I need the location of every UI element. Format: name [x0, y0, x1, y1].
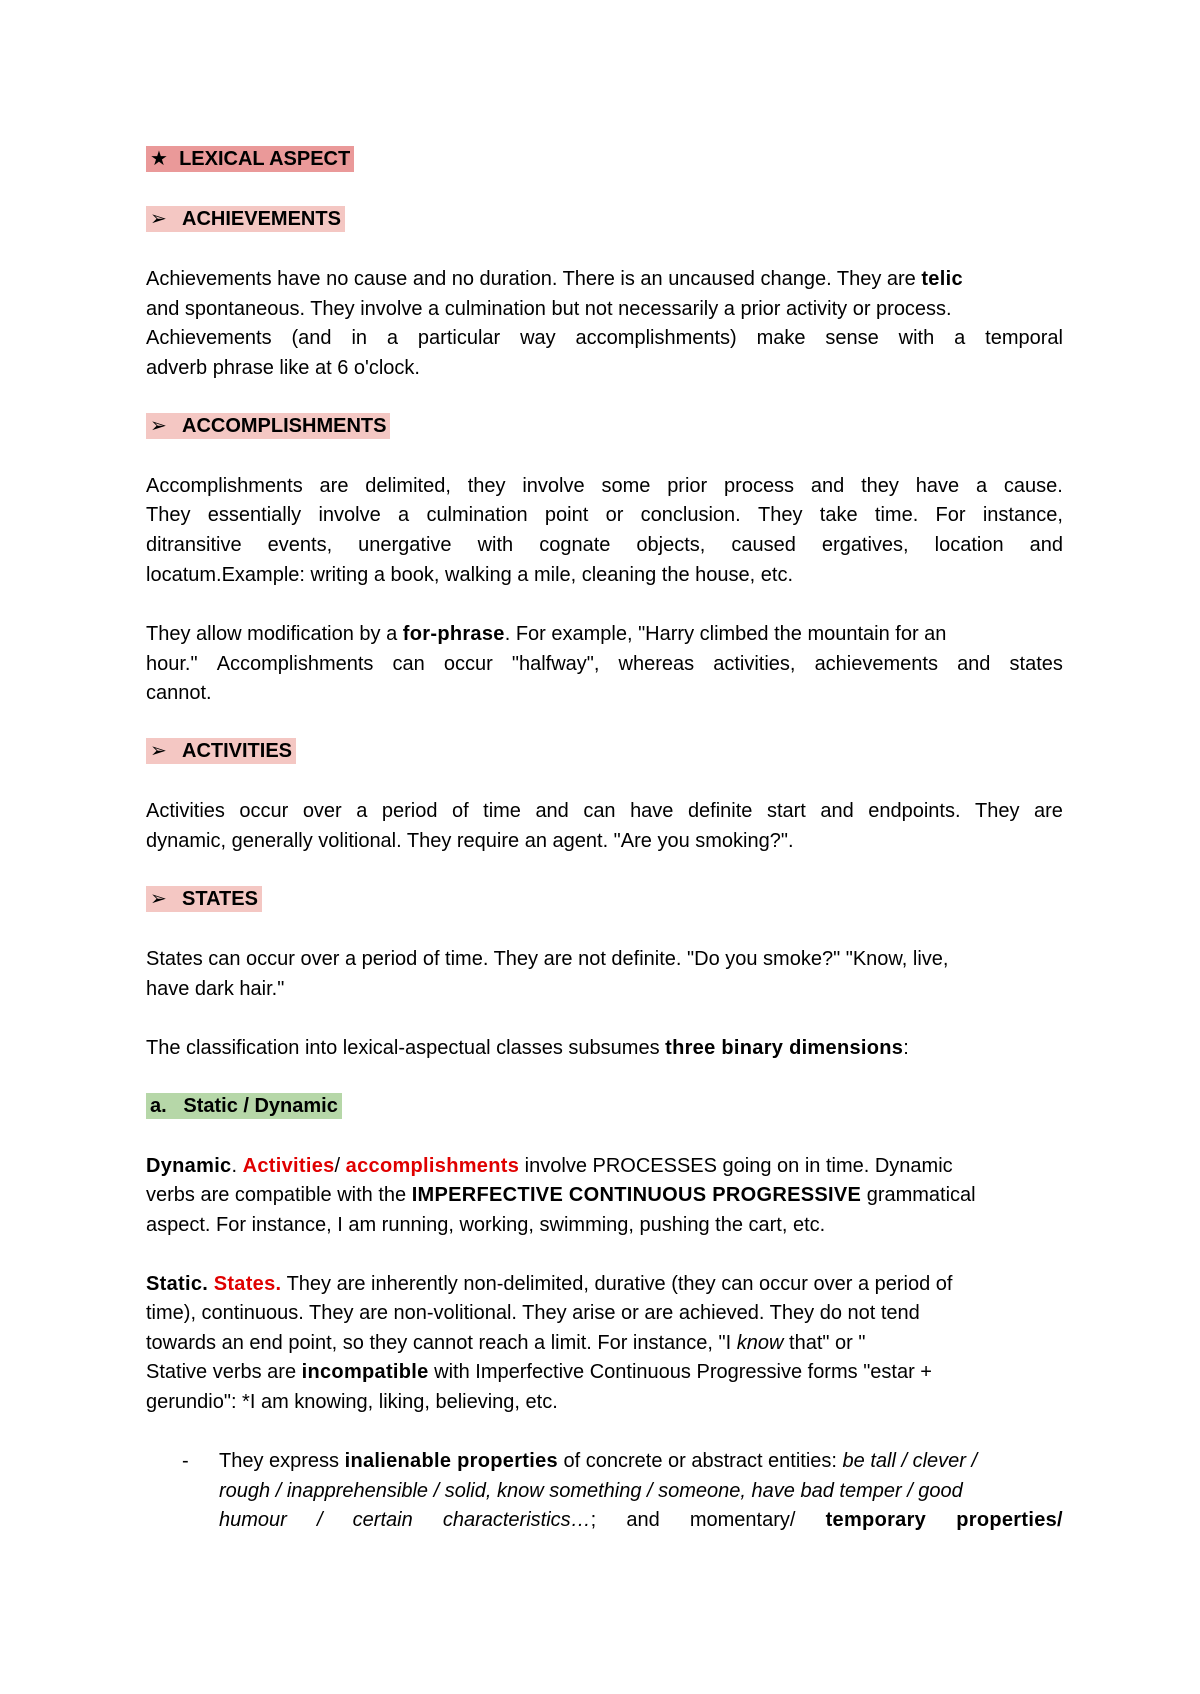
achievements-line-4: adverb phrase like at 6 o'clock. [146, 357, 420, 379]
dynamic-line-3: aspect. For instance, I am running, working, swimming, pushing the cart, etc. [146, 1214, 826, 1236]
arrow-bullet-icon: ➢ [150, 740, 167, 762]
accomplishments-line-4: locatum.Example: writing a book, walking a mile, cleaning the house, etc. [146, 564, 794, 586]
accomplishments-para2-line-2: hour." Accomplishments can occur "halfway", whereas activities, achievements and states [146, 653, 1063, 675]
arrow-bullet-icon: ➢ [150, 208, 167, 230]
static-line-5: gerundio": *I am knowing, liking, believing, etc. [146, 1391, 558, 1413]
list-line-3: humour / certain characteristics…; and momentary/ temporary properties/ [219, 1509, 1063, 1531]
dynamic-line-2: verbs are compatible with the IMPERFECTIVE CONTINUOUS PROGRESSIVE grammatical [146, 1184, 976, 1206]
star-icon: ★ [150, 148, 168, 170]
heading-accomplishments: ➢ ACCOMPLISHMENTS [146, 414, 390, 438]
title-text: LEXICAL ASPECT [179, 148, 351, 170]
static-line-4: Stative verbs are incompatible with Imperfective Continuous Progressive forms "estar + [146, 1361, 932, 1383]
page-title [146, 147, 354, 171]
accomplishments-para2-line-3: cannot. [146, 682, 212, 704]
activities-line-1: Activities occur over a period of time and can have definite start and endpoints. They are [146, 800, 1063, 822]
states-line-1: States can occur over a period of time. They are not definite. "Do you smoke?" "Know, live, [146, 948, 949, 970]
static-line-2: time), continuous. They are non-volitional. They arise or are achieved. They do not tend [146, 1302, 920, 1324]
activities-line-2: dynamic, generally volitional. They require an agent. "Are you smoking?". [146, 830, 794, 852]
achievements-line-1: Achievements have no cause and no duration. There is an uncaused change. They are telic [146, 268, 963, 290]
accomplishments-line-3: ditransitive events, unergative with cognate objects, caused ergatives, location and [146, 534, 1063, 556]
classification-line: The classification into lexical-aspectual classes subsumes three binary dimensions: [146, 1037, 909, 1059]
accomplishments-line-2: They essentially involve a culmination point or conclusion. They take time. For instance, [146, 504, 1063, 526]
arrow-bullet-icon: ➢ [150, 415, 167, 437]
accomplishments-para2-line-1: They allow modification by a for-phrase. For example, "Harry climbed the mountain for an [146, 623, 947, 645]
accomplishments-line-1: Accomplishments are delimited, they involve some prior process and they have a cause. [146, 475, 1063, 497]
static-line-1: Static. States. They are inherently non-delimited, durative (they can occur over a period of [146, 1273, 953, 1295]
list-line-1: They express inalienable properties of concrete or abstract entities: be tall / clever / [219, 1450, 978, 1472]
achievements-line-2: and spontaneous. They involve a culmination but not necessarily a prior activity or process. [146, 298, 952, 320]
achievements-line-3: Achievements (and in a particular way accomplishments) make sense with a temporal [146, 327, 1063, 349]
dynamic-line-1: Dynamic. Activities/ accomplishments involve PROCESSES going on in time. Dynamic [146, 1155, 953, 1177]
list-dash: - [182, 1450, 189, 1472]
subheading-static-dynamic: a. Static / Dynamic [146, 1094, 342, 1118]
heading-achievements: ➢ ACHIEVEMENTS [146, 207, 345, 231]
heading-activities: ➢ ACTIVITIES [146, 739, 296, 763]
heading-states: ➢ STATES [146, 887, 262, 911]
list-line-2: rough / inapprehensible / solid, know something / someone, have bad temper / good [219, 1480, 963, 1502]
states-line-2: have dark hair." [146, 978, 285, 1000]
static-line-3: towards an end point, so they cannot reach a limit. For instance, "I know that" or " [146, 1332, 866, 1354]
arrow-bullet-icon: ➢ [150, 888, 167, 910]
